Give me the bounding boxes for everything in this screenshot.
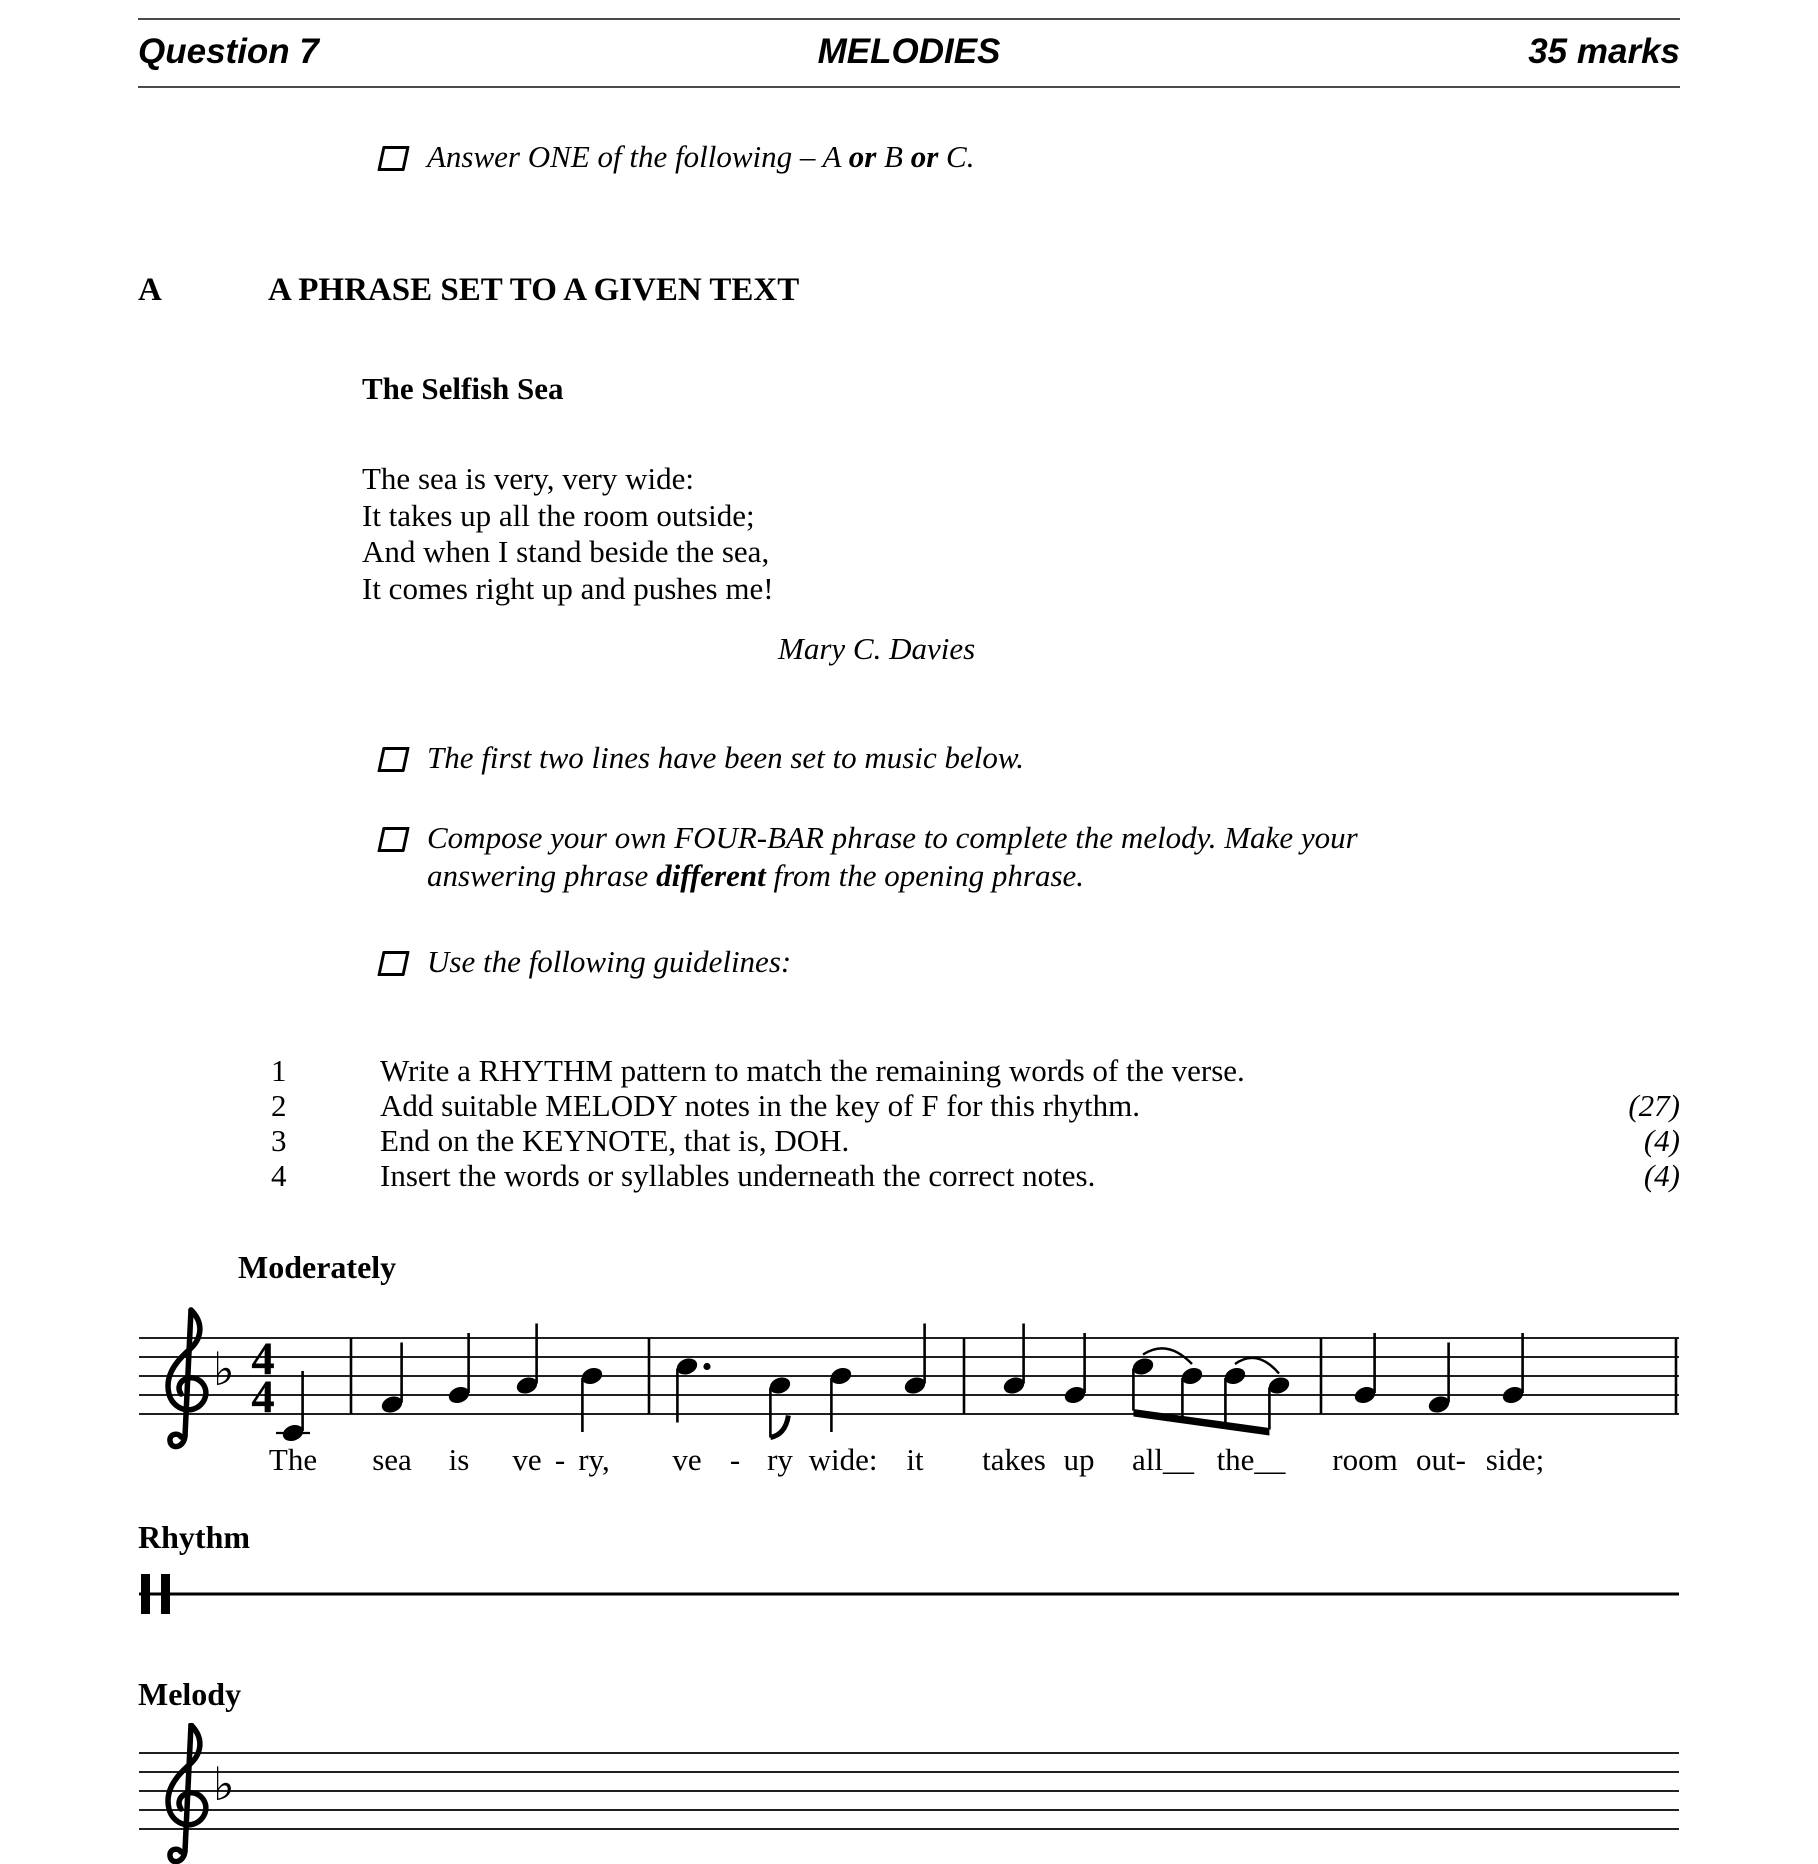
note	[1426, 1343, 1451, 1416]
note	[379, 1343, 404, 1416]
lyric-syllable: ry	[767, 1442, 793, 1477]
intro-or1: or	[848, 139, 877, 174]
note	[828, 1365, 853, 1432]
lyric-syllable: side;	[1485, 1442, 1545, 1477]
guideline-text: Write a RHYTHM pattern to match the remaining words of the verse.	[380, 1053, 1245, 1088]
intro-seg1: Answer ONE of the following – A	[427, 139, 849, 174]
music-section	[138, 1249, 1680, 1864]
lyric-syllable: ve	[512, 1442, 542, 1477]
flat-sign: ♭	[213, 1757, 235, 1811]
lyric-syllable: The	[268, 1442, 318, 1477]
melody-label: Melody	[138, 1676, 242, 1712]
time-signature-bottom: 4	[251, 1371, 275, 1423]
header-rule	[138, 86, 1680, 88]
augmentation-dot	[703, 1363, 710, 1370]
page-header	[138, 20, 1680, 86]
poem-line: It comes right up and pushes me!	[362, 570, 774, 606]
note	[902, 1324, 927, 1397]
guideline-marks: (4)	[1643, 1123, 1680, 1158]
melody-answer-staff	[138, 1723, 1680, 1864]
section-a-title: A PHRASE SET TO A GIVEN TEXT	[268, 272, 800, 308]
bullet-answer-one	[380, 138, 1680, 176]
checkbox-bullet-icon	[377, 827, 409, 852]
section-a-letter: A	[138, 272, 162, 308]
eighth-flag	[770, 1416, 788, 1438]
note	[1062, 1333, 1087, 1406]
note	[1266, 1375, 1291, 1430]
rhythm-label: Rhythm	[138, 1519, 251, 1555]
note	[514, 1324, 539, 1397]
given-melody-staff	[138, 1288, 1680, 1483]
lyric-syllable: all__	[1132, 1442, 1194, 1477]
intro-or2: or	[910, 139, 939, 174]
guideline-num: 4	[271, 1158, 287, 1193]
guideline-marks: (4)	[1643, 1158, 1680, 1193]
guidelines-list	[271, 1053, 1680, 1193]
note	[1179, 1365, 1204, 1417]
question-number: Question 7	[138, 32, 319, 71]
treble-clef-icon	[168, 1725, 206, 1862]
note	[1130, 1356, 1155, 1411]
note	[1001, 1324, 1026, 1397]
poem	[362, 461, 1680, 607]
poem-author: Mary C. Davies	[778, 631, 976, 666]
checkbox-bullet-icon	[377, 146, 409, 171]
rhythm-double-bar	[141, 1574, 150, 1614]
guideline-num: 1	[271, 1053, 287, 1088]
bullet-first-two-lines-text: The first two lines have been set to music below.	[427, 740, 1024, 775]
lyric-syllable: ve	[672, 1442, 702, 1477]
poem-title: The Selfish Sea	[362, 371, 564, 406]
note	[276, 1371, 310, 1444]
lyric-syllable: up	[1063, 1442, 1095, 1477]
tempo-marking: Moderately	[238, 1249, 397, 1285]
guideline-marks	[1584, 1053, 1680, 1088]
note	[1352, 1333, 1377, 1406]
lyric-syllable: is	[448, 1442, 470, 1477]
rhythm-answer-line	[138, 1572, 1680, 1616]
bullet-guidelines-text: Use the following guidelines:	[427, 944, 792, 979]
rhythm-double-bar	[161, 1574, 170, 1614]
lyric-syllable: the__	[1216, 1442, 1286, 1477]
lyric-syllable: ry,	[578, 1442, 610, 1477]
compose-seg3: from the opening phrase.	[765, 858, 1085, 893]
poem-line: And when I stand beside the sea,	[362, 534, 770, 569]
lyric-syllable: takes	[982, 1442, 1046, 1477]
note	[446, 1333, 471, 1406]
lyric-syllable: out-	[1416, 1442, 1466, 1477]
compose-different: different	[656, 858, 766, 893]
marks-total: 35 marks	[1528, 32, 1680, 71]
time-signature-top: 4	[251, 1333, 275, 1385]
checkbox-bullet-icon	[377, 747, 409, 772]
lyric-syllable: -	[729, 1442, 741, 1477]
intro-seg3: B	[876, 139, 911, 174]
bullet-first-two-lines	[380, 739, 1680, 777]
bullet-compose-text	[427, 819, 1387, 895]
lyric-syllable: wide:	[808, 1442, 878, 1477]
treble-clef-icon	[168, 1310, 206, 1447]
intro-seg5: C.	[938, 139, 975, 174]
note	[1500, 1333, 1525, 1406]
lyric-syllable: room	[1332, 1442, 1398, 1477]
bullet-compose	[380, 819, 1680, 895]
lyric-syllable: it	[906, 1442, 924, 1477]
note	[767, 1375, 792, 1438]
poem-line: It takes up all the room outside;	[362, 497, 755, 533]
guideline-text: End on the KEYNOTE, that is, DOH.	[380, 1123, 850, 1158]
poem-line: The sea is very, very wide:	[362, 461, 694, 496]
guideline-text: Insert the words or syllables underneath the correct notes.	[380, 1158, 1096, 1193]
note	[674, 1356, 710, 1423]
section-a-heading	[138, 272, 1680, 309]
guideline-num: 3	[271, 1123, 287, 1158]
checkbox-bullet-icon	[377, 951, 409, 976]
section-title: MELODIES	[817, 32, 1001, 71]
note	[579, 1365, 604, 1432]
bullet-answer-text	[427, 138, 974, 176]
bullet-guidelines	[380, 943, 1680, 981]
compose-seg1: Compose your own FOUR-BAR phrase to complete the melody. Make your answering phrase	[427, 820, 1358, 893]
lyric-syllable: sea	[372, 1442, 412, 1477]
guideline-marks: (27)	[1628, 1088, 1680, 1123]
beam	[1133, 1409, 1269, 1436]
lyric-syllable: -	[554, 1442, 566, 1477]
guideline-num: 2	[271, 1088, 287, 1123]
guideline-text: Add suitable MELODY notes in the key of F for this rhythm.	[380, 1088, 1140, 1123]
flat-sign: ♭	[213, 1342, 235, 1396]
